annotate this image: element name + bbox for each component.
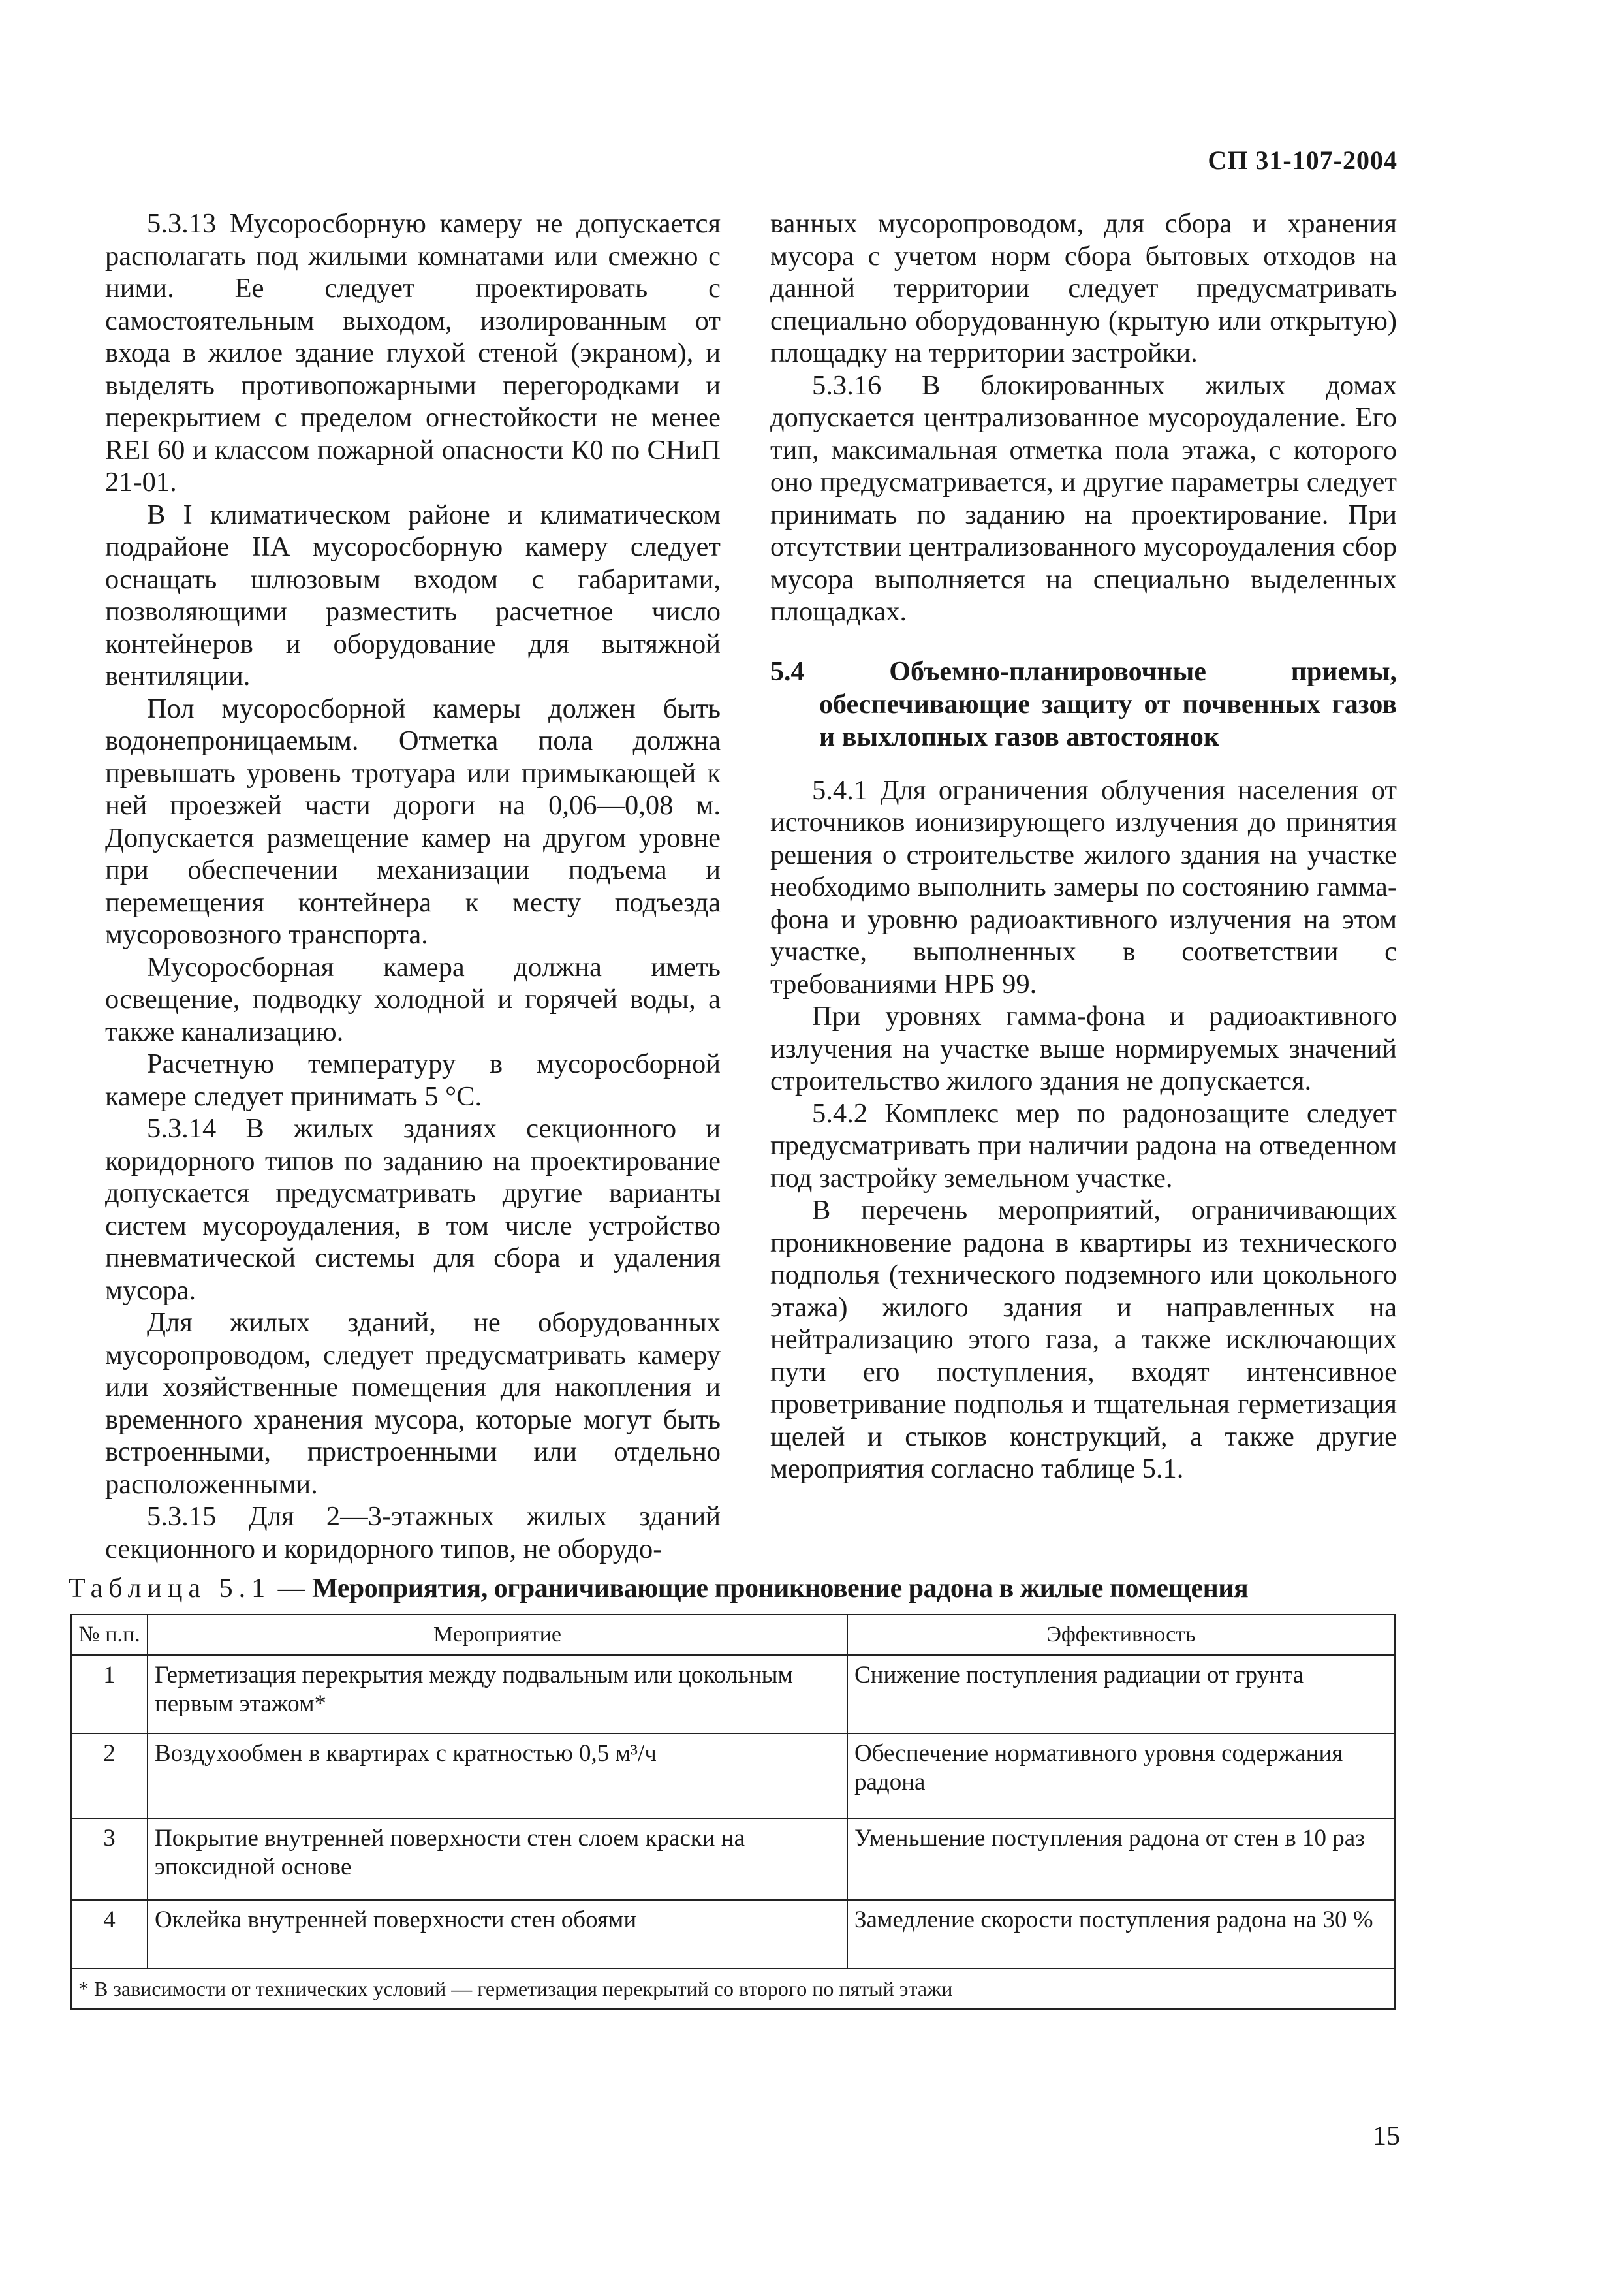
table-row — [71, 1655, 1395, 1733]
table-header-row — [71, 1615, 1395, 1655]
page-number: 15 — [1373, 2121, 1400, 2151]
table-caption-label: Таблица 5.1 — [69, 1573, 272, 1604]
paragraph-continuation: ванных мусоропроводом, для сбора и хранения мусора с учетом норм сбора бытовых отходов на данной территории следует предусматривать специально оборудованную (крытую или открытую) площадку на территории застройки. — [770, 208, 1397, 368]
paragraph-gamma: При уровнях гамма-фона и радиоактивного излучения на участке выше нормируемых значений строительство жилого здания не допускается. — [770, 1001, 1397, 1096]
header-num: № п.п. — [71, 1615, 148, 1655]
paragraph-5-3-13: 5.3.13 Мусоросборную камеру не допускается располагать под жилыми комнатами или смежно с ними. Ее следует проектировать с самостоятельным выходом, изолированным от входа в жилое здание глухой стеной (экраном), и выделять противопожарными перегородками и перекрытием с пределом огнестойкости не менее REI 60 и классом пожарной опасности К0 по СНиП 21-01. — [105, 208, 721, 498]
paragraph-5-3-15: 5.3.15 Для 2—3-этажных жилых зданий секционного и коридорного типов, не оборудо- — [105, 1501, 721, 1564]
table-caption-dash: — — [271, 1573, 313, 1604]
row-measure: Герметизация перекрытия между подвальным или цокольным первым этажом* — [148, 1655, 847, 1733]
row-effect: Уменьшение поступления радона от стен в 10 раз — [847, 1818, 1395, 1900]
table-footnote-row — [71, 1969, 1395, 2009]
paragraph-5-4-1: 5.4.1 Для ограничения облучения населения от источников ионизирующего излучения до принятия решения о строительстве жилого здания на участке необходимо выполнить замеры по состоянию гамма-фона и уровню радиоактивного излучения на этом участке, выполненных в соответствии с требованиями НРБ 99. — [770, 774, 1397, 1000]
document-code: СП 31-107-2004 — [1208, 146, 1398, 175]
paragraph-5-3-16: 5.3.16 В блокированных жилых домах допускается централизованное мусороудаление. Его тип, максимальная отметка пола этажа, с которого оно предусматривается, и другие параметры следует принимать по заданию на проектирование. При отсутствии централизованного мусороудаления сбор мусора выполняется на специально выделенных площадках. — [770, 370, 1397, 627]
paragraph-5-3-14: 5.3.14 В жилых зданиях секционного и коридорного типов по заданию на проектирование допускается предусматривать другие варианты систем мусороудаления, в том числе устройство пневматической системы для сбора и удаления мусора. — [105, 1113, 721, 1306]
row-effect: Обеспечение нормативного уровня содержания радона — [847, 1733, 1395, 1818]
paragraph-lighting: Мусоросборная камера должна иметь освещение, подводку холодной и горячей воды, а также канализацию. — [105, 951, 721, 1047]
row-num: 4 — [71, 1900, 148, 1969]
row-num: 2 — [71, 1733, 148, 1818]
row-effect: Замедление скорости поступления радона на 30 % — [847, 1900, 1395, 1969]
row-num: 3 — [71, 1818, 148, 1900]
table-footnote: * В зависимости от технических условий — герметизация перекрытий со второго по пятый этажи — [71, 1969, 1395, 2009]
paragraph-measures: В перечень мероприятий, ограничивающих проникновение радона в квартиры из технического подполья (технического подземного или цокольного этажа) жилого здания и направленных на нейтрализацию этого газа, а также исключающих пути его поступления, входят интенсивное проветривание подполья и тщательная герметизация щелей и стыков конструкций, а также другие мероприятия согласно таблице 5.1. — [770, 1195, 1397, 1484]
row-measure: Покрытие внутренней поверхности стен слоем краски на эпоксидной основе — [148, 1818, 847, 1900]
radon-measures-table — [70, 1614, 1396, 2010]
row-measure: Воздухообмен в квартирах с кратностью 0,5 м³/ч — [148, 1733, 847, 1818]
table-caption-title: Мероприятия, ограничивающие проникновение радона в жилые помещения — [312, 1573, 1249, 1604]
table-caption — [69, 1572, 1400, 1605]
header-effect: Эффективность — [847, 1615, 1395, 1655]
section-heading-5-4: 5.4 Объемно-планировочные приемы, обеспечивающие защиту от почвенных газов и выхлопных газов автостоянок — [770, 656, 1397, 752]
right-column — [770, 208, 1397, 1485]
table-row — [71, 1733, 1395, 1818]
left-column — [105, 208, 721, 1565]
paragraph-floor: Пол мусоросборной камеры должен быть водонепроницаемым. Отметка пола должна превышать уровень тротуара или примыкающей к ней проезжей части дороги на 0,06—0,08 м. Допускается размещение камер на другом уровне при обеспечении механизации подъема и перемещения контейнера к месту подъезда мусоровозного транспорта. — [105, 693, 721, 950]
row-measure: Оклейка внутренней поверхности стен обоями — [148, 1900, 847, 1969]
row-num: 1 — [71, 1655, 148, 1733]
paragraph-climate-region: В I климатическом районе и климатическом подрайоне IIА мусоросборную камеру следует оснащать шлюзовым входом с габаритами, позволяющими разместить расчетное число контейнеров и оборудование для вытяжной вентиляции. — [105, 499, 721, 691]
paragraph-temperature: Расчетную температуру в мусоросборной камере следует принимать 5 °С. — [105, 1049, 721, 1112]
paragraph-5-4-2: 5.4.2 Комплекс мер по радонозащите следует предусматривать при наличии радона на отведенном под застройку земельном участке. — [770, 1098, 1397, 1194]
table-row — [71, 1900, 1395, 1969]
row-effect: Снижение поступления радиации от грунта — [847, 1655, 1395, 1733]
header-measure: Мероприятие — [148, 1615, 847, 1655]
table-row — [71, 1818, 1395, 1900]
paragraph-no-chute: Для жилых зданий, не оборудованных мусоропроводом, следует предусматривать камеру или хозяйственные помещения для накопления и временного хранения мусора, которые могут быть встроенными, пристроенными или отдельно расположенными. — [105, 1307, 721, 1500]
